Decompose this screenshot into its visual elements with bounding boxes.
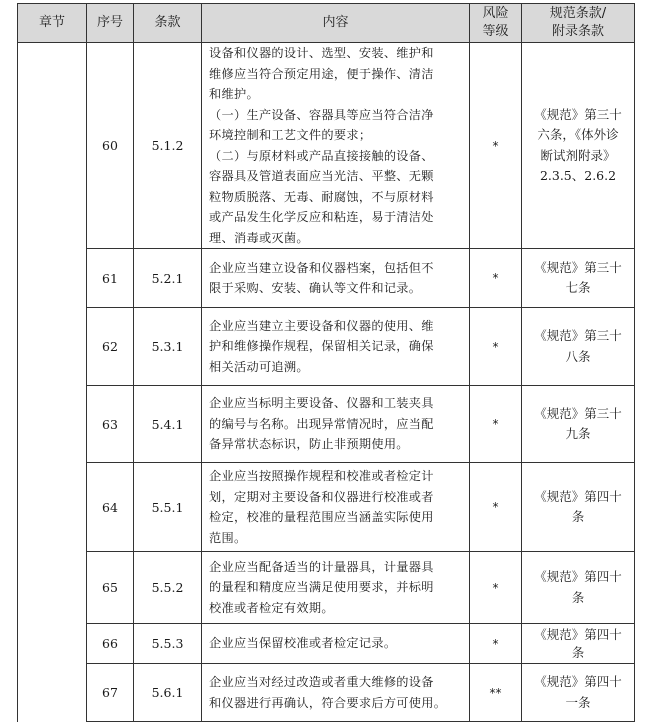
content-line: 护和维修操作规程，保留相关记录，确保 (209, 339, 434, 354)
clause-cell: 5.5.3 (134, 624, 202, 664)
ref-cell (522, 463, 635, 552)
ref-line: 六条，《体外诊 (537, 127, 619, 142)
clause-cell: 5.4.1 (134, 386, 202, 463)
clause-cell: 5.2.1 (134, 249, 202, 308)
content-line: （一）生产设备、容器具等应当符合洁净 (209, 107, 434, 122)
ref-line: 一条 (565, 694, 591, 710)
chapter-cell (18, 43, 87, 722)
seq-cell: 64 (87, 463, 134, 552)
ref-cell (522, 249, 635, 308)
requirements-table (17, 3, 635, 722)
content-line: 企业应当标明主要设备、仪器和工装夹具 (209, 396, 434, 411)
content-line: 粒物质脱落、无毒、耐腐蚀，不与原材料 (209, 189, 434, 204)
header-risk-line: 等级 (482, 24, 509, 39)
content-cell (202, 43, 470, 249)
risk-cell: * (470, 249, 522, 308)
seq-cell: 65 (87, 552, 134, 624)
header-ref (522, 4, 635, 43)
content-cell (202, 249, 470, 308)
content-cell (202, 552, 470, 624)
content-line: 容器具及管道表面应当光洁、平整、无颗 (209, 169, 434, 183)
content-line: 备异常状态标识，防止非预期使用。 (209, 437, 409, 452)
content-cell (202, 463, 470, 552)
content-cell (202, 386, 470, 463)
table-row (18, 664, 635, 722)
content-line: 和维护。 (209, 87, 259, 101)
table-row (18, 308, 635, 386)
content-line: 企业应当按照操作规程和校准或者检定计 (209, 469, 434, 483)
header-risk (470, 4, 522, 43)
content-line: 相关活动可追溯。 (209, 359, 309, 374)
content-line: 的编号与名称。出现异常情况时，应当配 (209, 416, 434, 431)
header-risk-line: 风险 (482, 6, 509, 21)
ref-line: 七条 (565, 280, 591, 295)
ref-line: 条 (571, 509, 585, 524)
content-line: 校准或者检定有效期。 (209, 600, 334, 615)
header-ref-line: 规范条款/ (549, 6, 607, 21)
ref-line: 条 (571, 589, 585, 605)
content-line: 限于采购、安装、确认等文件和记录。 (209, 281, 422, 295)
ref-line: 《规范》第四十 (534, 626, 622, 642)
ref-cell (522, 624, 635, 664)
ref-line: 断试剂附录》 (540, 147, 616, 163)
ref-cell (522, 308, 635, 386)
ref-line: 九条 (565, 426, 591, 441)
ref-line: 《规范》第四十 (534, 488, 622, 504)
ref-line: 2.3.5、2.6.2 (539, 168, 617, 183)
clause-cell: 5.1.2 (134, 43, 202, 249)
risk-cell: * (470, 43, 522, 249)
ref-cell (522, 552, 635, 624)
content-line: 范围。 (209, 530, 247, 545)
ref-line: 《规范》第三十 (534, 259, 622, 275)
content-line: 企业应当保留校准或者检定记录。 (209, 636, 397, 651)
header-clause: 条款 (134, 4, 202, 43)
content-line: 或产品发生化学反应和粘连，易于清洁处 (209, 210, 434, 224)
ref-cell (522, 386, 635, 463)
header-seq: 序号 (87, 4, 134, 43)
content-line: 企业应当配备适当的计量器具，计量器具 (209, 559, 434, 574)
risk-cell: ** (470, 664, 522, 722)
clause-cell: 5.5.1 (134, 463, 202, 552)
ref-cell (522, 43, 635, 249)
header-content: 内容 (202, 4, 470, 43)
content-line: 和仪器进行再确认，符合要求后方可使用。 (209, 695, 447, 710)
content-cell (202, 624, 470, 664)
seq-cell: 66 (87, 624, 134, 664)
content-cell (202, 308, 470, 386)
seq-cell: 67 (87, 664, 134, 722)
risk-cell: * (470, 463, 522, 552)
ref-line: 《规范》第四十 (534, 674, 622, 689)
clause-cell: 5.5.2 (134, 552, 202, 624)
table-row (18, 552, 635, 624)
ref-line: 《规范》第三十 (534, 328, 622, 343)
risk-cell: * (470, 386, 522, 463)
content-line: 维修应当符合预定用途，便于操作、清洁 (209, 66, 434, 81)
seq-cell: 60 (87, 43, 134, 249)
ref-line: 《规范》第四十 (534, 569, 622, 584)
content-line: 企业应当对经过改造或者重大维修的设备 (209, 675, 434, 689)
risk-cell: * (470, 624, 522, 664)
content-line: 理、消毒或灭菌。 (209, 230, 309, 245)
seq-cell: 63 (87, 386, 134, 463)
risk-cell: * (470, 308, 522, 386)
header-ref-line: 附录条款 (551, 24, 604, 39)
table-row (18, 249, 635, 308)
table-row (18, 386, 635, 463)
table-row (18, 43, 635, 249)
clause-cell: 5.3.1 (134, 308, 202, 386)
seq-cell: 61 (87, 249, 134, 308)
ref-cell (522, 664, 635, 722)
content-line: 环境控制和工艺文件的要求； (209, 128, 372, 142)
content-line: 设备和仪器的设计、选型、安装、维护和 (209, 46, 434, 60)
ref-line: 《规范》第三十 (534, 405, 622, 421)
ref-line: 条 (571, 644, 585, 660)
ref-line: 《规范》第三十 (534, 106, 622, 122)
header-row (18, 4, 635, 43)
content-line: 划，定期对主要设备和仪器进行校准或者 (209, 489, 434, 504)
content-line: 检定，校准的量程范围应当涵盖实际使用 (209, 510, 434, 524)
risk-cell: * (470, 552, 522, 624)
table-row (18, 463, 635, 552)
clause-cell: 5.6.1 (134, 664, 202, 722)
ref-line: 八条 (565, 348, 591, 364)
content-line: 企业应当建立主要设备和仪器的使用、维 (209, 318, 434, 333)
table-row (18, 624, 635, 664)
content-cell (202, 664, 470, 722)
header-chapter: 章节 (18, 4, 87, 43)
seq-cell: 62 (87, 308, 134, 386)
content-line: 的量程和精度应当满足使用要求，并标明 (209, 580, 434, 595)
content-line: （二）与原材料或产品直接接触的设备、 (209, 148, 434, 163)
content-line: 企业应当建立设备和仪器档案，包括但不 (209, 260, 434, 275)
